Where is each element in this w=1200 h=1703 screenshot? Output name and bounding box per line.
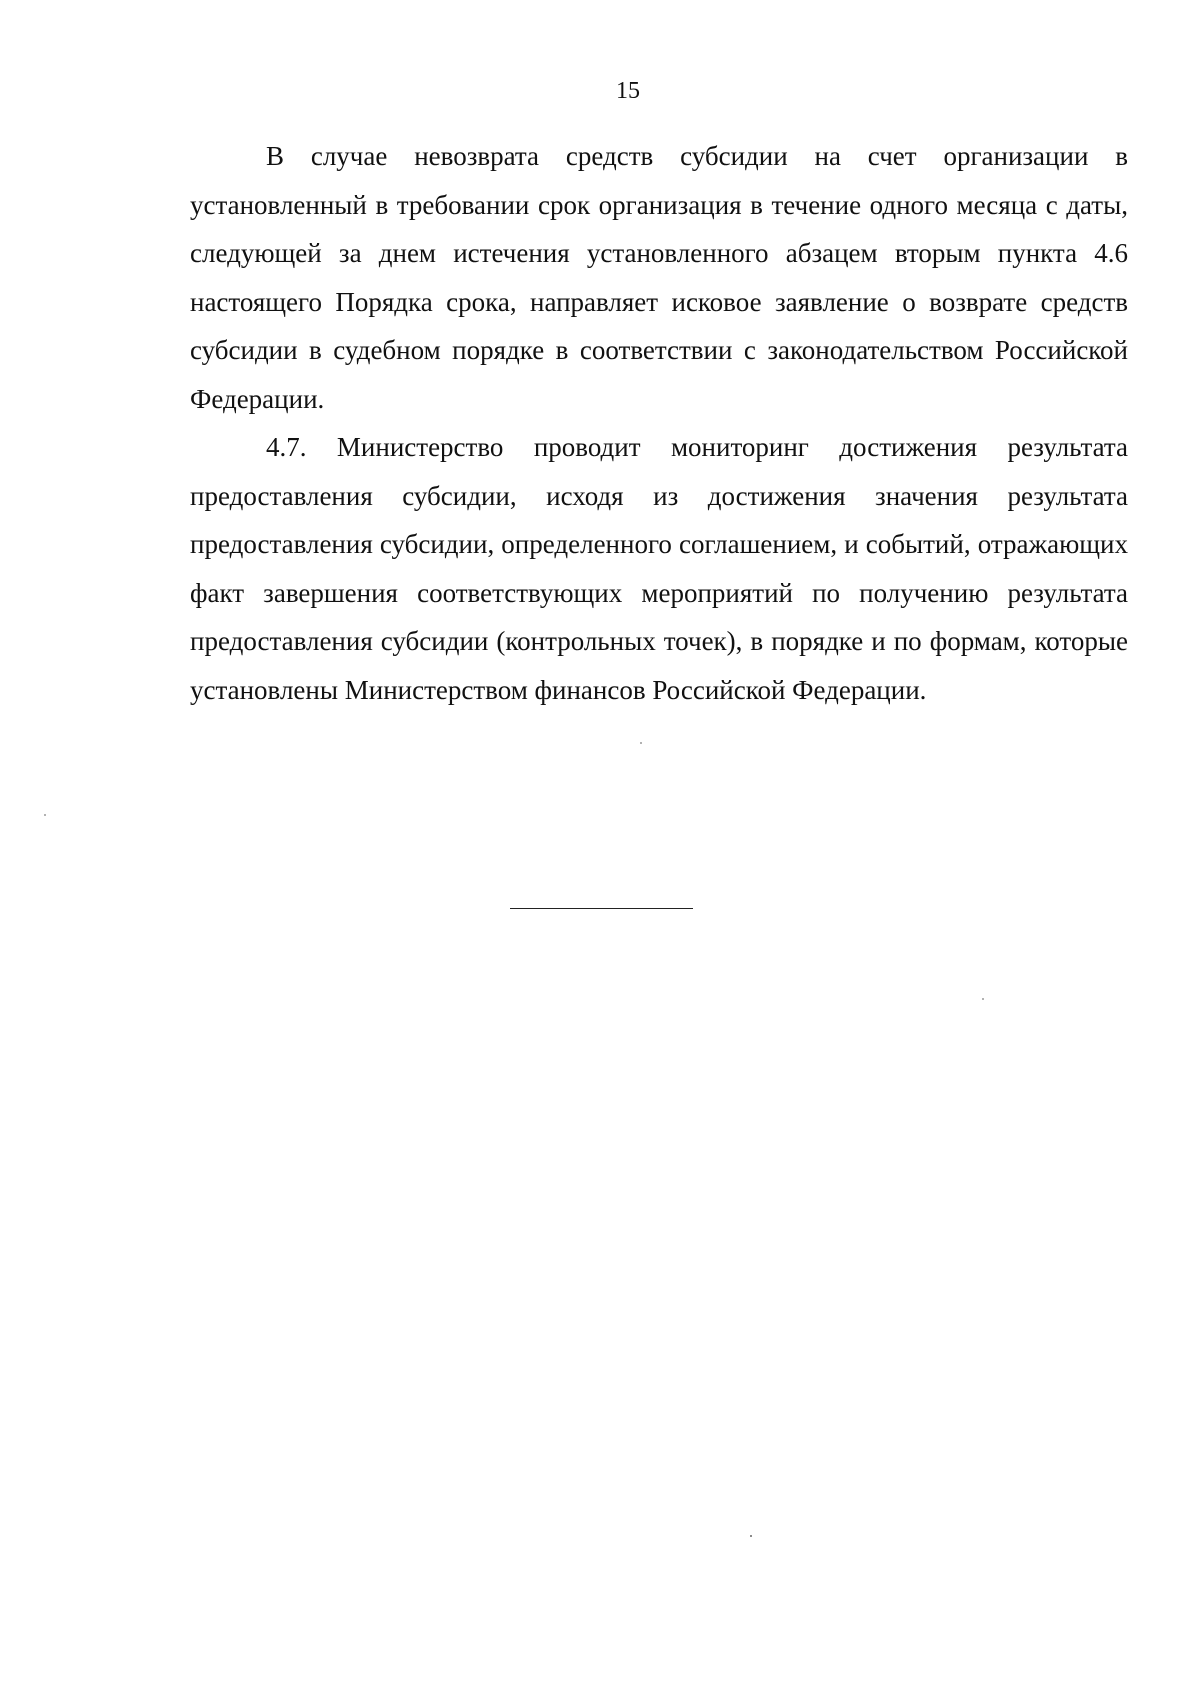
paragraph-refund-lawsuit: В случае невозврата средств субсидии на счет организации в установленный в требовании срок организация в течение одного месяца с даты, следующей за днем истечения установленного абзацем вторым пункта 4.6 настоящего Порядка срока, направляет исковое заявление о возврате средств субсидии в судебном порядке в соответствии с законодательством Российской Федерации. [190,141,1128,414]
scan-speck [640,742,642,744]
page-number: 15 [616,78,640,104]
document-body [190,132,1128,714]
scan-speck [982,998,984,1000]
scan-speck [44,814,46,816]
scan-speck [750,1535,752,1537]
end-separator-line [510,908,693,909]
paragraph-4-7-monitoring: 4.7. Министерство проводит мониторинг достижения результата предоставления субсидии, исходя из достижения значения результата предоставления субсидии, определенного соглашением, и событий, отражающих факт завершения соответствующих мероприятий по получению результата предоставления субсидии (контрольных точек), в порядке и по формам, которые установлены Министерством финансов Российской Федерации. [190,432,1128,705]
